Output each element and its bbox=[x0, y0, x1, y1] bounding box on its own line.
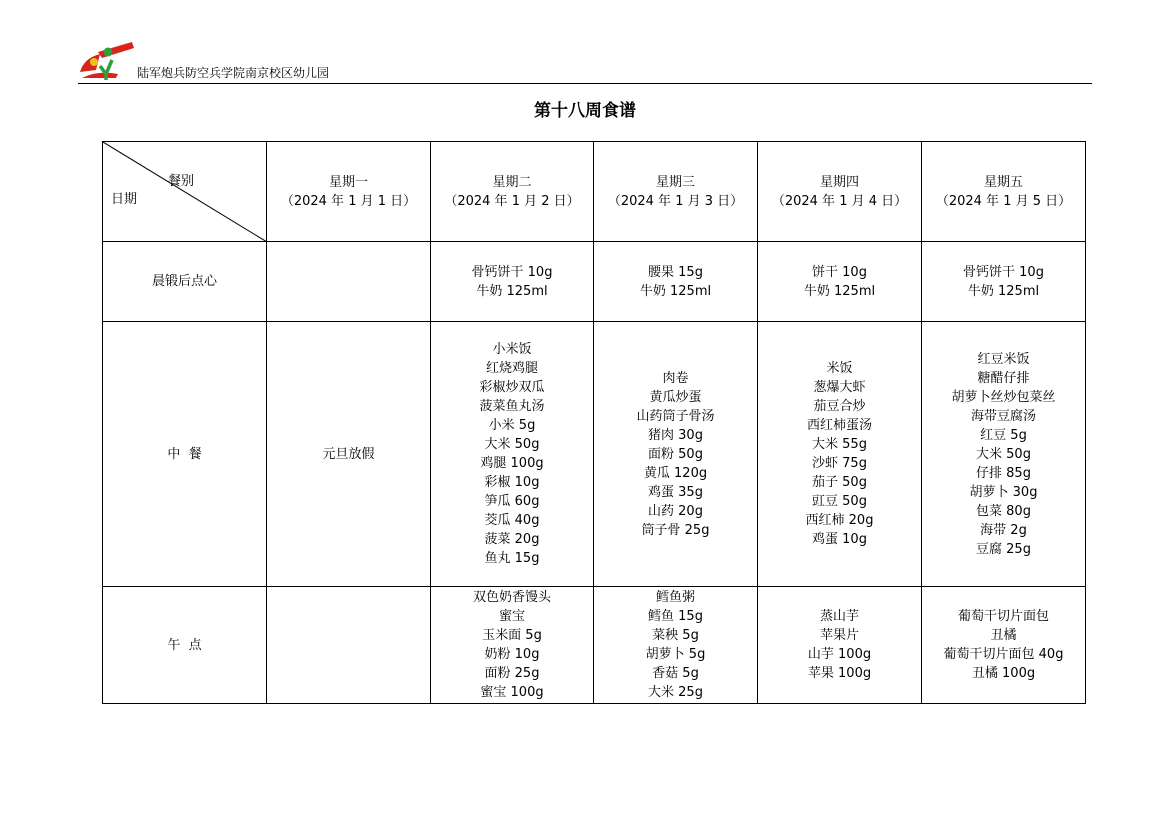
menu-cell bbox=[922, 322, 1086, 587]
menu-cell bbox=[431, 587, 594, 704]
menu-item: 香菇 5g bbox=[652, 666, 699, 681]
row-label: 中 餐 bbox=[103, 322, 267, 587]
menu-cell bbox=[267, 242, 431, 322]
date-label: 日期 bbox=[111, 192, 138, 207]
menu-item: 大米 55g bbox=[812, 437, 867, 452]
menu-item: 胡萝卜丝炒包菜丝 bbox=[951, 389, 1056, 405]
table-header-row bbox=[103, 142, 1086, 242]
menu-item: 牛奶 125ml bbox=[639, 283, 712, 299]
day-header bbox=[431, 142, 594, 242]
menu-item: 鱼丸 15g bbox=[484, 551, 540, 566]
menu-item: 鳕鱼 15g bbox=[648, 609, 703, 624]
menu-item: 蒸山芋 bbox=[819, 609, 859, 624]
day-header bbox=[922, 142, 1086, 242]
menu-item: 小米 5g bbox=[488, 418, 536, 433]
menu-cell bbox=[594, 242, 758, 322]
menu-item: 沙虾 75g bbox=[812, 456, 867, 471]
menu-item: 面粉 50g bbox=[648, 446, 703, 462]
menu-item: 红豆米饭 bbox=[977, 351, 1030, 367]
day-header bbox=[758, 142, 922, 242]
menu-item: 茭瓜 40g bbox=[484, 513, 540, 528]
menu-cell bbox=[758, 242, 922, 322]
menu-item: 红豆 5g bbox=[980, 427, 1027, 443]
menu-item: 大米 50g bbox=[976, 446, 1031, 462]
menu-item: 菜秧 5g bbox=[652, 628, 699, 643]
menu-item: 黄瓜 120g bbox=[643, 465, 708, 481]
menu-item: 米饭 bbox=[826, 361, 853, 376]
menu-item: 包菜 80g bbox=[976, 503, 1031, 519]
menu-item: 菠菜鱼丸汤 bbox=[479, 399, 545, 414]
day-date: （2024 年 1 月 1 日） bbox=[280, 193, 417, 209]
menu-item: 鳕鱼粥 bbox=[655, 590, 695, 605]
menu-item: 茄子 50g bbox=[812, 475, 867, 490]
menu-cell bbox=[922, 242, 1086, 322]
menu-item: 葡萄干切片面包 40g bbox=[943, 647, 1064, 662]
menu-item: 骨钙饼干 10g bbox=[471, 264, 553, 280]
table-row-afternoon-snack bbox=[103, 587, 1086, 704]
menu-item: 元旦放假 bbox=[322, 446, 375, 462]
day-date: （2024 年 1 月 4 日） bbox=[771, 193, 908, 209]
menu-item: 茄豆合炒 bbox=[813, 399, 866, 414]
menu-cell bbox=[758, 322, 922, 587]
day-name: 星期三 bbox=[655, 174, 695, 190]
menu-item: 菠菜 20g bbox=[484, 532, 540, 547]
menu-item: 山药 20g bbox=[648, 503, 703, 519]
kindergarten-logo-icon bbox=[78, 40, 136, 80]
menu-item: 小米饭 bbox=[492, 342, 532, 357]
day-name: 星期五 bbox=[983, 174, 1023, 190]
menu-cell bbox=[594, 322, 758, 587]
menu-item: 丑橘 bbox=[990, 628, 1017, 643]
menu-item: 丑橘 100g bbox=[971, 666, 1036, 681]
menu-item: 鸡腿 100g bbox=[480, 456, 544, 471]
menu-item: 豇豆 50g bbox=[812, 494, 867, 509]
day-date: （2024 年 1 月 5 日） bbox=[935, 193, 1072, 209]
menu-cell bbox=[922, 587, 1086, 704]
menu-item: 大米 25g bbox=[648, 685, 703, 700]
menu-item: 蜜宝 100g bbox=[480, 685, 544, 700]
menu-item: 骨钙饼干 10g bbox=[963, 264, 1044, 280]
day-name: 星期四 bbox=[819, 174, 859, 190]
menu-item: 豆腐 25g bbox=[976, 541, 1031, 557]
menu-item: 彩椒 10g bbox=[484, 475, 540, 490]
menu-item: 面粉 25g bbox=[484, 666, 540, 681]
weekly-menu-table bbox=[102, 141, 1086, 704]
menu-item: 牛奶 125ml bbox=[967, 283, 1040, 299]
menu-cell bbox=[431, 242, 594, 322]
table-row-morning-snack bbox=[103, 242, 1086, 322]
row-label: 晨锻后点心 bbox=[103, 242, 267, 322]
menu-item: 蜜宝 bbox=[498, 609, 525, 624]
menu-cell bbox=[267, 322, 431, 587]
page-title: 第十八周食谱 bbox=[534, 101, 636, 121]
row-label: 午 点 bbox=[103, 587, 267, 704]
menu-item: 玉米面 5g bbox=[482, 628, 542, 643]
day-name: 星期二 bbox=[492, 174, 532, 190]
menu-item: 糖醋仔排 bbox=[977, 370, 1030, 386]
menu-item: 苹果 100g bbox=[807, 666, 872, 681]
corner-cell bbox=[103, 142, 267, 242]
menu-item: 黄瓜炒蛋 bbox=[649, 389, 702, 405]
menu-item: 笋瓜 60g bbox=[484, 494, 540, 509]
school-name: 陆军炮兵防空兵学院南京校区幼儿园 bbox=[137, 66, 330, 80]
menu-item: 西红柿蛋汤 bbox=[806, 418, 872, 433]
menu-item: 苹果片 bbox=[819, 628, 859, 643]
menu-item: 红烧鸡腿 bbox=[485, 361, 538, 376]
menu-item: 胡萝卜 5g bbox=[645, 647, 706, 662]
menu-item: 胡萝卜 30g bbox=[969, 484, 1038, 500]
menu-item: 饼干 10g bbox=[812, 264, 867, 280]
menu-item: 筒子骨 25g bbox=[641, 522, 710, 538]
menu-item: 西红柿 20g bbox=[805, 513, 874, 528]
menu-cell bbox=[431, 322, 594, 587]
menu-item: 大米 50g bbox=[484, 437, 540, 452]
menu-item: 双色奶香馒头 bbox=[472, 590, 551, 605]
table-row-lunch bbox=[103, 322, 1086, 587]
menu-cell bbox=[267, 587, 431, 704]
menu-item: 牛奶 125ml bbox=[476, 283, 548, 299]
menu-item: 腰果 15g bbox=[648, 264, 703, 280]
menu-cell bbox=[758, 587, 922, 704]
menu-item: 山芋 100g bbox=[807, 647, 872, 662]
day-header bbox=[267, 142, 431, 242]
menu-item: 葱爆大虾 bbox=[813, 380, 866, 395]
menu-item: 葡萄干切片面包 bbox=[957, 609, 1049, 624]
day-header bbox=[594, 142, 758, 242]
menu-item: 山药筒子骨汤 bbox=[636, 408, 715, 424]
menu-item: 鸡蛋 35g bbox=[648, 484, 703, 500]
menu-item: 彩椒炒双瓜 bbox=[479, 380, 545, 395]
menu-cell bbox=[594, 587, 758, 704]
menu-item: 牛奶 125ml bbox=[803, 283, 876, 299]
menu-item: 猪肉 30g bbox=[648, 427, 703, 443]
menu-item: 鸡蛋 10g bbox=[812, 532, 867, 547]
menu-item: 海带 2g bbox=[980, 522, 1027, 538]
meal-type-label: 餐别 bbox=[168, 174, 195, 189]
menu-item: 仔排 85g bbox=[976, 465, 1031, 481]
menu-item: 海带豆腐汤 bbox=[970, 408, 1036, 424]
header-divider bbox=[78, 83, 1092, 84]
day-name: 星期一 bbox=[328, 174, 368, 190]
day-date: （2024 年 1 月 3 日） bbox=[607, 193, 744, 209]
day-date: （2024 年 1 月 2 日） bbox=[444, 193, 580, 209]
menu-item: 奶粉 10g bbox=[484, 647, 540, 662]
menu-item: 肉卷 bbox=[662, 370, 689, 386]
